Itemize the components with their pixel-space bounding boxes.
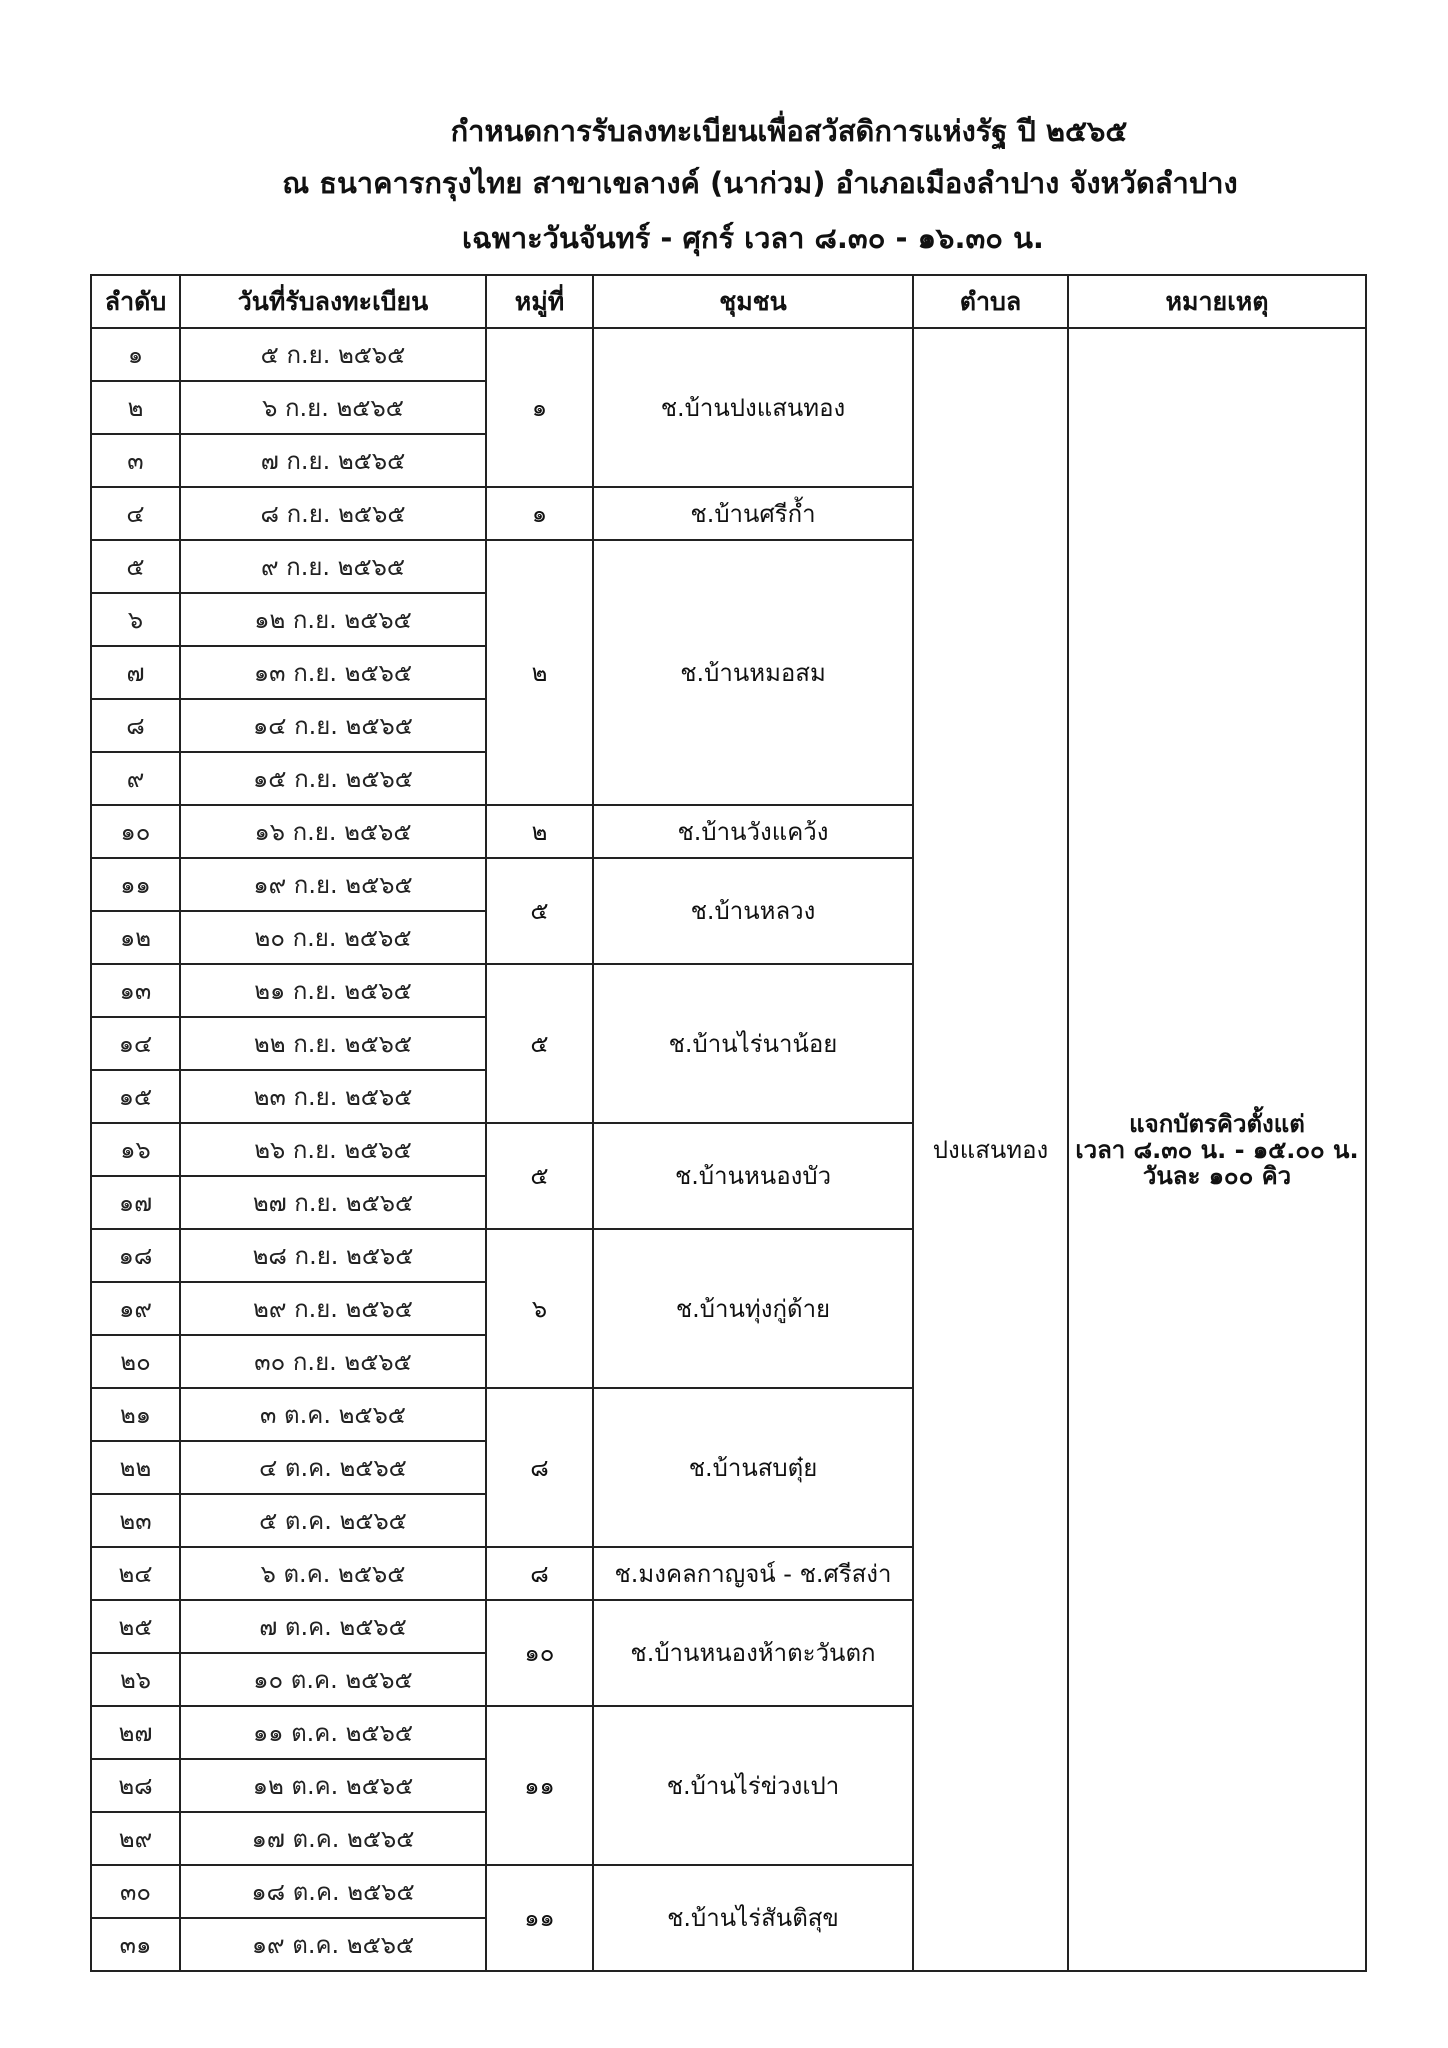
community-name-cell: ช.บ้านหนองห้าตะวันตก [593,1600,913,1706]
registration-date-cell: ๓ ต.ค. ๒๕๖๕ [180,1388,486,1441]
remark-line: เวลา ๘.๓๐ น. - ๑๕.๐๐ น. [1075,1135,1359,1164]
order-number-cell: ๑๙ [91,1282,180,1335]
registration-date-cell: ๒๗ ก.ย. ๒๕๖๕ [180,1176,486,1229]
moo-number-cell: ๖ [486,1229,593,1388]
column-header-date: วันที่รับลงทะเบียน [180,275,486,328]
moo-number-cell: ๒ [486,805,593,858]
registration-date-cell: ๑๔ ก.ย. ๒๕๖๕ [180,699,486,752]
order-number-cell: ๒๘ [91,1759,180,1812]
registration-date-cell: ๒๘ ก.ย. ๒๕๖๕ [180,1229,486,1282]
document-title: กำหนดการรับลงทะเบียนเพื่อสวัสดิการแห่งรัฐ ปี ๒๕๖๕ [450,114,1128,148]
remark-line: วันละ ๑๐๐ คิว [1142,1161,1292,1190]
order-number-cell: ๒๗ [91,1706,180,1759]
moo-number-cell: ๕ [486,858,593,964]
registration-date-cell: ๙ ก.ย. ๒๕๖๕ [180,540,486,593]
order-number-cell: ๑ [91,328,180,381]
registration-date-cell: ๒๙ ก.ย. ๒๕๖๕ [180,1282,486,1335]
registration-date-cell: ๑๙ ต.ค. ๒๕๖๕ [180,1918,486,1971]
registration-date-cell: ๒๓ ก.ย. ๒๕๖๕ [180,1070,486,1123]
order-number-cell: ๒๑ [91,1388,180,1441]
order-number-cell: ๓๐ [91,1865,180,1918]
remark-line: แจกบัตรคิวตั้งแต่ [1129,1109,1305,1138]
document-subtitle-location: ณ ธนาคารกรุงไทย สาขาเขลางค์ (นาก่วม) อำเภอเมืองลำปาง จังหวัดลำปาง [282,166,1238,200]
order-number-cell: ๑๐ [91,805,180,858]
order-number-cell: ๑๑ [91,858,180,911]
registration-date-cell: ๑๒ ต.ค. ๒๕๖๕ [180,1759,486,1812]
moo-number-cell: ๑๑ [486,1865,593,1971]
registration-date-cell: ๓๐ ก.ย. ๒๕๖๕ [180,1335,486,1388]
tambon-cell: ปงแสนทอง [913,328,1068,1971]
registration-date-cell: ๑๒ ก.ย. ๒๕๖๕ [180,593,486,646]
column-header-order: ลำดับ [91,275,180,328]
registration-date-cell: ๒๑ ก.ย. ๒๕๖๕ [180,964,486,1017]
community-name-cell: ช.มงคลกาญจน์ - ช.ศรีสง่า [593,1547,913,1600]
registration-date-cell: ๕ ต.ค. ๒๕๖๕ [180,1494,486,1547]
registration-date-cell: ๑๘ ต.ค. ๒๕๖๕ [180,1865,486,1918]
community-name-cell: ช.บ้านหนองบัว [593,1123,913,1229]
order-number-cell: ๗ [91,646,180,699]
registration-date-cell: ๑๙ ก.ย. ๒๕๖๕ [180,858,486,911]
order-number-cell: ๑๓ [91,964,180,1017]
community-name-cell: ช.บ้านสบตุ๋ย [593,1388,913,1547]
registration-date-cell: ๔ ต.ค. ๒๕๖๕ [180,1441,486,1494]
order-number-cell: ๑๔ [91,1017,180,1070]
column-header-tambon: ตำบล [913,275,1068,328]
community-name-cell: ช.บ้านไร่สันติสุข [593,1865,913,1971]
column-header-remark: หมายเหตุ [1068,275,1366,328]
moo-number-cell: ๑๐ [486,1600,593,1706]
community-name-cell: ช.บ้านไร่ข่วงเปา [593,1706,913,1865]
registration-date-cell: ๑๕ ก.ย. ๒๕๖๕ [180,752,486,805]
registration-date-cell: ๖ ก.ย. ๒๕๖๕ [180,381,486,434]
registration-date-cell: ๗ ก.ย. ๒๕๖๕ [180,434,486,487]
community-name-cell: ช.บ้านหลวง [593,858,913,964]
order-number-cell: ๒๙ [91,1812,180,1865]
registration-date-cell: ๑๑ ต.ค. ๒๕๖๕ [180,1706,486,1759]
registration-date-cell: ๑๓ ก.ย. ๒๕๖๕ [180,646,486,699]
moo-number-cell: ๕ [486,964,593,1123]
order-number-cell: ๒๔ [91,1547,180,1600]
column-header-community: ชุมชน [593,275,913,328]
moo-number-cell: ๑๑ [486,1706,593,1865]
order-number-cell: ๒๓ [91,1494,180,1547]
order-number-cell: ๖ [91,593,180,646]
order-number-cell: ๓๑ [91,1918,180,1971]
order-number-cell: ๑๒ [91,911,180,964]
order-number-cell: ๒๕ [91,1600,180,1653]
registration-date-cell: ๖ ต.ค. ๒๕๖๕ [180,1547,486,1600]
registration-date-cell: ๘ ก.ย. ๒๕๖๕ [180,487,486,540]
column-header-moo: หมู่ที่ [486,275,593,328]
registration-date-cell: ๑๗ ต.ค. ๒๕๖๕ [180,1812,486,1865]
order-number-cell: ๑๖ [91,1123,180,1176]
order-number-cell: ๑๕ [91,1070,180,1123]
moo-number-cell: ๘ [486,1388,593,1547]
registration-date-cell: ๒๒ ก.ย. ๒๕๖๕ [180,1017,486,1070]
moo-number-cell: ๕ [486,1123,593,1229]
table-body [91,328,1366,1971]
registration-schedule-table [90,274,1367,1972]
registration-date-cell: ๑๖ ก.ย. ๒๕๖๕ [180,805,486,858]
community-name-cell: ช.บ้านปงแสนทอง [593,328,913,487]
moo-number-cell: ๒ [486,540,593,805]
order-number-cell: ๘ [91,699,180,752]
moo-number-cell: ๘ [486,1547,593,1600]
order-number-cell: ๒๖ [91,1653,180,1706]
community-name-cell: ช.บ้านศรีก้ำ [593,487,913,540]
community-name-cell: ช.บ้านหมอสม [593,540,913,805]
community-name-cell: ช.บ้านวังแคว้ง [593,805,913,858]
remark-cell [1068,328,1366,1971]
registration-date-cell: ๗ ต.ค. ๒๕๖๕ [180,1600,486,1653]
moo-number-cell: ๑ [486,487,593,540]
registration-date-cell: ๕ ก.ย. ๒๕๖๕ [180,328,486,381]
order-number-cell: ๒๒ [91,1441,180,1494]
order-number-cell: ๕ [91,540,180,593]
moo-number-cell: ๑ [486,328,593,487]
table-header-row [91,275,1366,328]
community-name-cell: ช.บ้านทุ่งกู่ด้าย [593,1229,913,1388]
registration-date-cell: ๒๐ ก.ย. ๒๕๖๕ [180,911,486,964]
order-number-cell: ๔ [91,487,180,540]
document-subtitle-hours: เฉพาะวันจันทร์ - ศุกร์ เวลา ๘.๓๐ - ๑๖.๓๐ น. [462,221,1044,255]
order-number-cell: ๓ [91,434,180,487]
table-row [91,328,1366,381]
order-number-cell: ๑๗ [91,1176,180,1229]
order-number-cell: ๑๘ [91,1229,180,1282]
order-number-cell: ๒๐ [91,1335,180,1388]
order-number-cell: ๒ [91,381,180,434]
registration-date-cell: ๑๐ ต.ค. ๒๕๖๕ [180,1653,486,1706]
order-number-cell: ๙ [91,752,180,805]
community-name-cell: ช.บ้านไร่นาน้อย [593,964,913,1123]
registration-date-cell: ๒๖ ก.ย. ๒๕๖๕ [180,1123,486,1176]
